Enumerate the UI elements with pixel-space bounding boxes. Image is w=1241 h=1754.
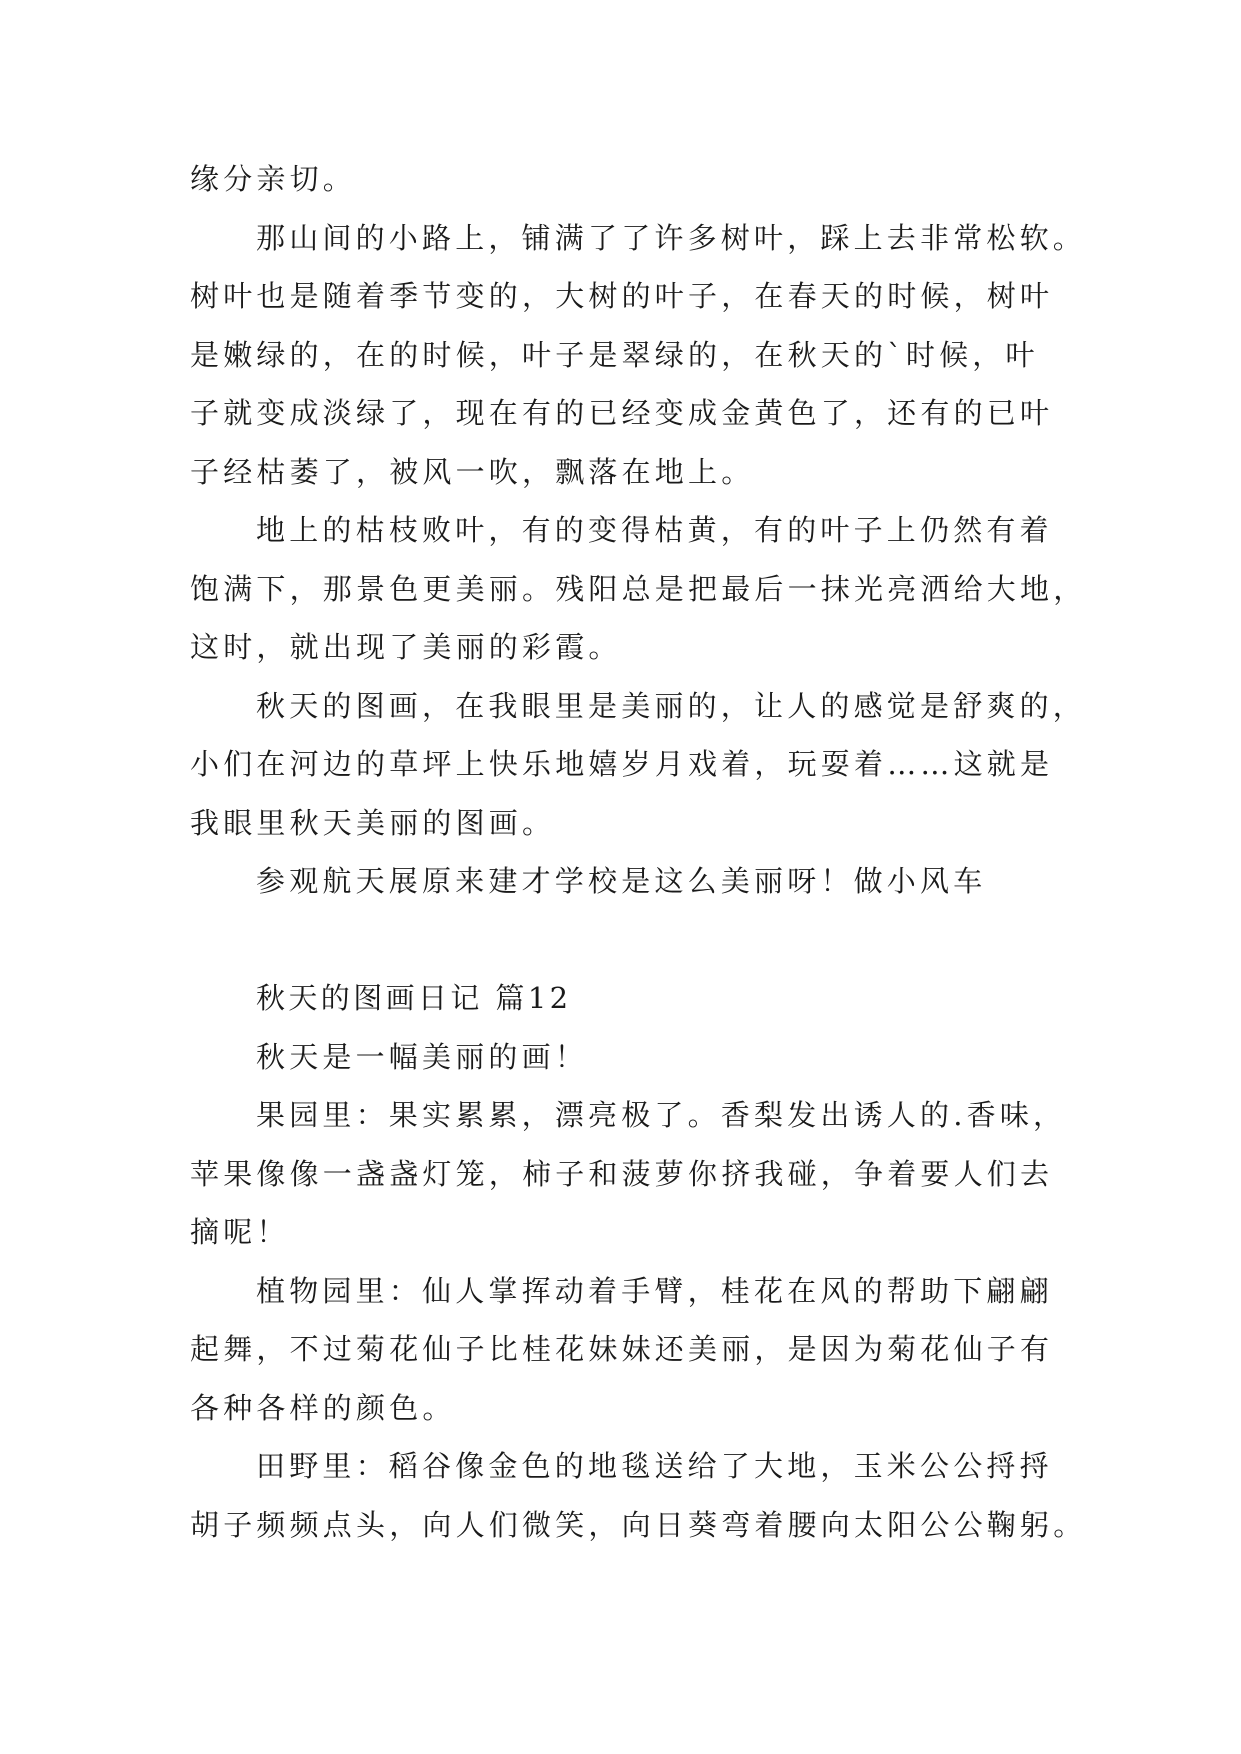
paragraph-line: 子经枯萎了，被风一吹，飘落在地上。 [190,454,755,489]
paragraph-line: 田野里：稻谷像金色的地毯送给了大地，玉米公公捋捋 [256,1449,1053,1483]
section-title: 秋天的图画日记 篇12 [256,981,572,1015]
paragraph-line: 子就变成淡绿了，现在有的已经变成金黄色了，还有的已叶 [190,396,1054,430]
paragraph-line: 饱满下，那景色更美丽。残阳总是把最后一抹光亮洒给大地， [190,571,1087,606]
paragraph-line: 我眼里秋天美丽的图画。 [190,805,556,840]
paragraph-line: 秋天的图画，在我眼里是美丽的，让人的感觉是舒爽的， [256,688,1087,723]
paragraph-line: 地上的枯枝败叶，有的变得枯黄，有的叶子上仍然有着 [256,513,1053,547]
paragraph-line: 秋天是一幅美丽的画！ [256,1039,589,1074]
paragraph-line: 果园里：果实累累，漂亮极了。香梨发出诱人的.香味， [256,1098,1067,1132]
paragraph-line: 那山间的小路上，铺满了了许多树叶，踩上去非常松软。 [256,220,1087,255]
paragraph-line: 起舞，不过菊花仙子比桂花妹妹还美丽，是因为菊花仙子有 [190,1332,1054,1366]
paragraph-line: 参观航天展原来建才学校是这么美丽呀！做小风车 [256,864,987,898]
paragraph-line: 各种各样的颜色。 [190,1390,456,1425]
blank-line [190,911,1060,970]
paragraph-line: 植物园里：仙人掌挥动着手臂，桂花在风的帮助下翩翩 [256,1273,1053,1308]
paragraph-line: 苹果像像一盏盏灯笼，柿子和菠萝你挤我碰，争着要人们去 [190,1156,1054,1191]
paragraph-line: 缘分亲切。 [190,162,357,196]
paragraph-line: 是嫩绿的，在的时候，叶子是翠绿的，在秋天的`时候，叶 [190,337,1039,372]
paragraph-line: 树叶也是随着季节变的，大树的叶子，在春天的时候，树叶 [190,279,1054,313]
paragraph-line: 摘呢！ [190,1215,290,1249]
paragraph-line: 小们在河边的草坪上快乐地嬉岁月戏着，玩耍着……这就是 [190,747,1054,781]
paragraph-line: 胡子频频点头，向人们微笑，向日葵弯着腰向太阳公公鞠躬。 [190,1507,1087,1542]
document-body [190,150,1087,1554]
paragraph-line: 这时，就出现了美丽的彩霞。 [190,630,622,664]
